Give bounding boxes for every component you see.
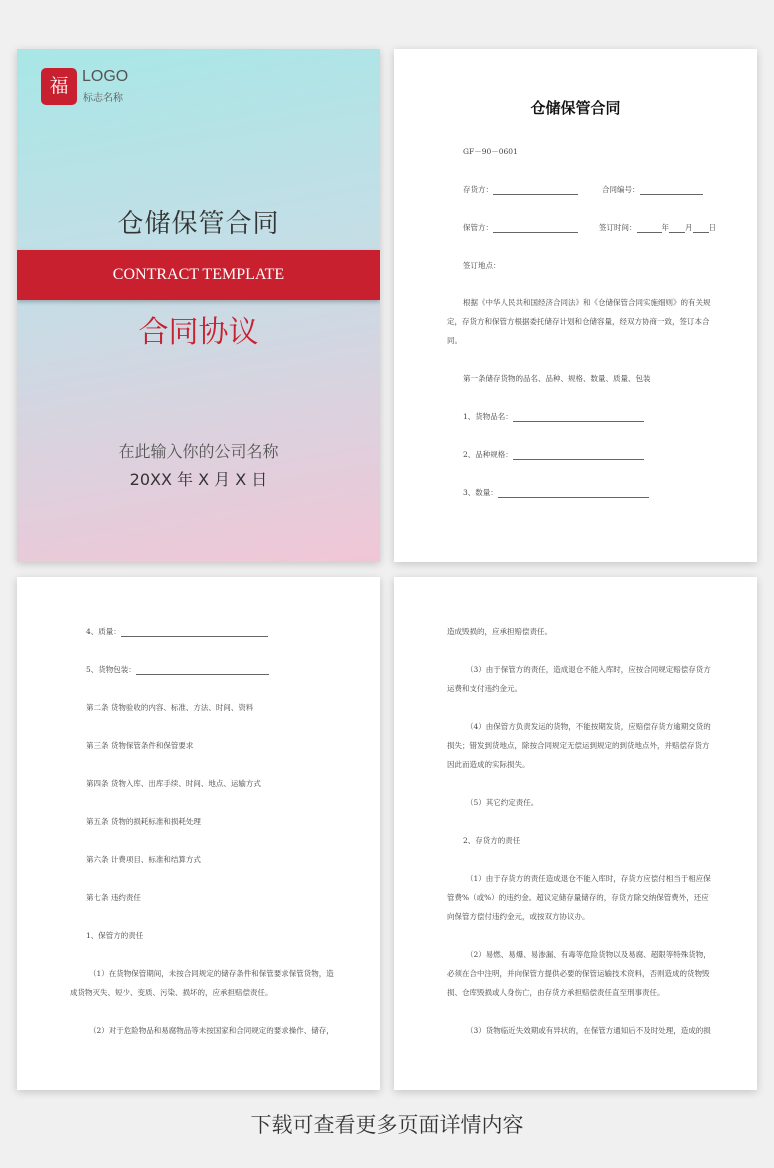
article-3: 第三条 货物保管条件和保管要求 <box>86 741 194 750</box>
depositor-duty-heading: 2、存货方的责任 <box>463 836 521 845</box>
custodian-duty-heading: 1、保管方的责任 <box>86 931 144 940</box>
item-1-label: 1、货物品名： <box>463 412 513 421</box>
custodian-duty-3-line-2: 运费和支付违约金元。 <box>447 684 522 693</box>
preamble-line-1: 根据《中华人民共和国经济合同法》和《仓储保管合同实施细则》的有关规 <box>463 298 711 307</box>
item-2-label: 2、品种规格： <box>463 450 513 459</box>
depositor-duty-1-line-2: 管费%（或%）的违约金。超议定储存量储存的，存货方除交纳保管费外，还应 <box>447 893 709 902</box>
article-1: 第一条储存货物的品名、品种、规格、数量、质量、包装 <box>463 374 651 383</box>
custodian-duty-1-line-1: （1）在货物保管期间，未按合同规定的储存条件和保管要求保管货物，造 <box>89 969 334 978</box>
item-1-line <box>463 411 644 422</box>
custodian-duty-4-line-2: 损失；错发到货地点，除按合同规定无偿运到规定的到货地点外，并赔偿存货方 <box>447 741 710 750</box>
day-blank <box>693 224 709 233</box>
custodian-label: 保管方： <box>463 223 493 232</box>
contract-number-label: 合同编号： <box>602 185 640 194</box>
custodian-blank <box>493 224 578 233</box>
sign-place-label: 签订地点： <box>463 261 501 270</box>
depositor-duty-3-line-1: （3）货物临近失效期或有异状的，在保管方通知后不及时处理，造成的损 <box>466 1026 711 1035</box>
preamble-line-2: 定，存货方和保管方根据委托储存计划和仓储容量，经双方协商一致，签订本合 <box>447 317 710 326</box>
logo-subtitle: 标志名称 <box>83 93 123 104</box>
depositor-label: 存货方： <box>463 185 493 194</box>
depositor-blank <box>493 186 578 195</box>
document-page-2 <box>394 49 757 562</box>
depositor-duty-1-line-1: （1）由于存货方的责任造成退仓不能入库时，存货方应偿付相当于相应保 <box>466 874 711 883</box>
item-3-line <box>463 487 649 498</box>
document-page-4 <box>394 577 757 1090</box>
article-7: 第七条 违约责任 <box>86 893 141 902</box>
depositor-line <box>463 184 578 195</box>
depositor-duty-2-line-3: 损、仓库毁损或人身伤亡，由存货方承担赔偿责任直至刑事责任。 <box>447 988 665 997</box>
depositor-duty-2-line-2: 必须在合中注明，并向保管方提供必要的保管运输技术资料，否则造成的货物毁 <box>447 969 710 978</box>
item-5-label: 5、货物包装： <box>86 665 136 674</box>
continued-line: 造成毁损的，应承担赔偿责任。 <box>447 627 552 636</box>
item-5-line <box>86 664 269 675</box>
cover-title: 仓储保管合同 <box>117 209 280 239</box>
item-4-line <box>86 626 268 637</box>
month-label: 月 <box>685 223 693 232</box>
download-more-text: 下载可查看更多页面详情内容 <box>250 1113 524 1137</box>
item-4-label: 4、质量： <box>86 627 121 636</box>
preamble-line-3: 同。 <box>447 336 462 345</box>
month-blank <box>669 224 685 233</box>
document-page-3 <box>17 577 380 1090</box>
depositor-duty-1-line-3: 向保管方偿付违约金元，或按双方协议办。 <box>447 912 590 921</box>
item-4-blank <box>121 628 268 637</box>
logo-icon: 福 <box>41 68 77 105</box>
article-5: 第五条 货物的损耗标准和损耗处理 <box>86 817 201 826</box>
sign-time-line <box>599 222 716 233</box>
cover-page <box>17 49 380 562</box>
item-2-blank <box>513 451 644 460</box>
year-label: 年 <box>661 223 669 232</box>
custodian-duty-1-line-2: 成货物灭失、短少、变质、污染、损坏的，应承担赔偿责任。 <box>70 988 273 997</box>
depositor-duty-2-line-1: （2）易燃、易爆、易渗漏、有毒等危险货物以及易腐、超限等特殊货物， <box>466 950 711 959</box>
item-1-blank <box>513 413 644 422</box>
contract-code: GF－90－0601 <box>463 147 518 156</box>
article-2: 第二条 货物验收的内容、标准、方法、时间、资料 <box>86 703 254 712</box>
custodian-duty-4-line-1: （4）由保管方负责发运的货物，不能按期发货，应赔偿存货方逾期交货的 <box>466 722 711 731</box>
sign-time-label: 签订时间： <box>599 223 637 232</box>
year-blank <box>637 224 662 233</box>
contract-number-blank <box>640 186 703 195</box>
logo-text: LOGO <box>82 68 129 85</box>
document-title: 仓储保管合同 <box>530 99 621 117</box>
cover-band-text: CONTRACT TEMPLATE <box>112 266 285 283</box>
custodian-duty-3-line-1: （3）由于保管方的责任，造成退仓不能入库时，应按合同规定赔偿存货方 <box>466 665 711 674</box>
item-2-line <box>463 449 644 460</box>
custodian-duty-2-line-1: （2）对于危险物品和易腐物品等未按国家和合同规定的要求操作、储存， <box>89 1026 334 1035</box>
custodian-line <box>463 222 578 233</box>
contract-number-line <box>602 184 703 195</box>
item-3-blank <box>498 489 649 498</box>
cover-company-name: 在此输入你的公司名称 <box>118 442 279 461</box>
cover-band <box>17 250 380 300</box>
day-label: 日 <box>708 223 716 232</box>
cover-date: 20XX 年 X 月 X 日 <box>129 470 268 489</box>
item-3-label: 3、数量： <box>463 488 498 497</box>
cover-agreement: 合同协议 <box>138 315 259 350</box>
custodian-duty-5: （5）其它约定责任。 <box>466 798 539 807</box>
custodian-duty-4-line-3: 因此而造成的实际损失。 <box>447 760 530 769</box>
article-6: 第六条 计费项目、标准和结算方式 <box>86 855 201 864</box>
article-4: 第四条 货物入库、出库手续、时间、地点、运输方式 <box>86 779 261 788</box>
item-5-blank <box>136 666 269 675</box>
